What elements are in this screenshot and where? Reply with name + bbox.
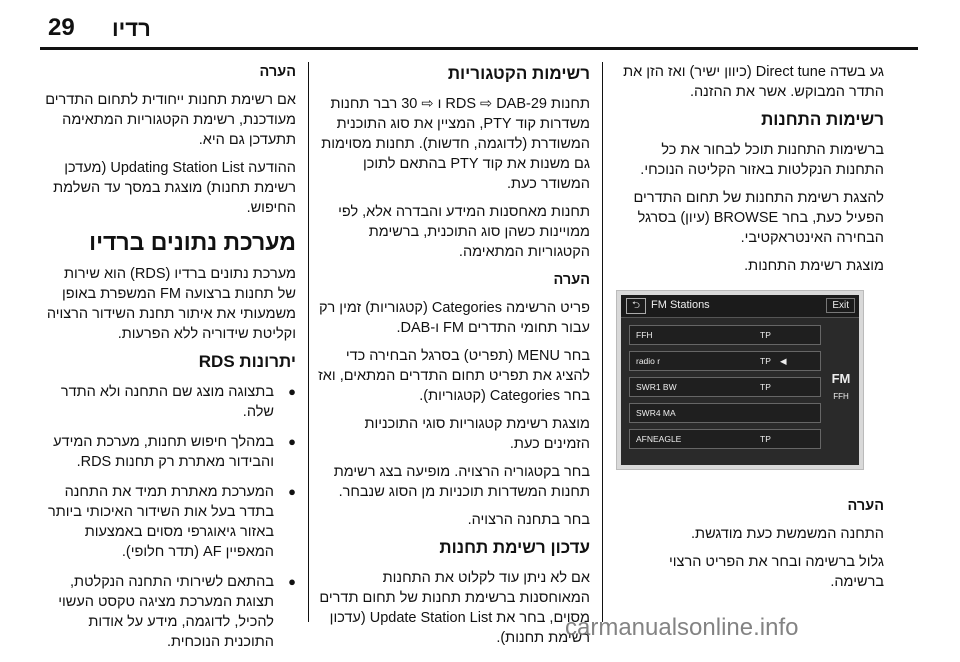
rds-advantages-list xyxy=(44,382,296,652)
speaker-icon: ◀ xyxy=(780,356,787,366)
select-station-text: בחר בתחנה הרצויה. xyxy=(467,512,590,528)
station-row xyxy=(629,377,821,397)
categories-heading: רשימות הקטגוריות xyxy=(447,64,590,83)
header-rule xyxy=(40,47,918,50)
screenshot-title: FM Stations xyxy=(651,299,710,311)
column-divider xyxy=(308,62,309,622)
column-divider xyxy=(602,62,603,622)
rds-heading: מערכת נתונים ברדיו xyxy=(89,229,296,255)
back-icon: ⮌ xyxy=(626,298,646,314)
select-category-text: בחר בקטגוריה הרצויה. מופיעה בצג רשימת תחנות המשדרות תוכניות מן הסוג שנבחר. xyxy=(333,464,590,500)
page-number: 29 xyxy=(48,14,75,41)
stations-store-text: תחנות מאחסנות המידע והבדרה אלא, לפי ממויינות כשהן סוג התוכנית, ברשימת הקטגוריות המתאימה. xyxy=(338,204,590,260)
list-item: ● בתצוגה מוצג שם התחנה ולא התדר שלה. xyxy=(44,382,296,422)
pty-text: תחנות RDS ⇨ DAB-29 ו ⇨ 30 רבר תחנות משדרות קוד PTY, המציין את סוג התוכנית המשודרת (לדוגמה, חדשות). תחנות מסוימות גם משנות את קוד PTY בהתאם לתוכן המשודר כעת. xyxy=(321,96,590,192)
categories-shown-text: מוצגת רשימת קטגוריות סוגי התוכניות הזמינים כעת. xyxy=(364,416,590,452)
update-list-text: אם לא ניתן עוד לקלוט את התחנות המאוחסנות ברשימת תחנות של תחום תדרים מסוים, בחר את Update Station List (עדכון רשימת תחנות). xyxy=(319,570,590,646)
column-middle xyxy=(318,62,590,656)
tp-flag: TP xyxy=(760,356,771,366)
categories-note-text: פריט הרשימה Categories (קטגוריות) זמין רק עבור תחומי התדרים FM ו-DAB. xyxy=(318,300,590,336)
band-label: FM xyxy=(831,371,851,386)
fm-stations-screenshot xyxy=(616,290,864,470)
tp-flag: TP xyxy=(760,330,771,340)
note-text: גלול ברשימה ובחר את הפריט הרצוי ברשימה. xyxy=(669,554,884,590)
station-lists-text: ברשימות התחנות תוכל לבחור את כל התחנות הנקלטות באזור הקליטה הנוכחי. xyxy=(640,142,884,178)
band-indicator xyxy=(825,325,857,457)
rds-advantages-heading: יתרונות RDS xyxy=(198,352,296,371)
column-right xyxy=(616,62,884,284)
station-name: radio r xyxy=(636,356,661,366)
chapter-title: רדיו xyxy=(112,16,151,41)
rds-text: מערכת נתונים ברדיו (RDS) הוא שירות של תחנות ברצועה FM המשפרת באופן משמעותי את איתור תחנת השידור הרצויה וקליטת שידוריה ללא הפרעות. xyxy=(46,266,296,342)
list-shown-text: מוצגת רשימת התחנות. xyxy=(744,258,884,274)
station-name: SWR1 BW xyxy=(636,382,677,392)
column-right-notes xyxy=(616,496,884,600)
note-text: התחנה המשמשת כעת מודגשת. xyxy=(691,526,884,542)
list-item: ● המערכת מאתרת תמיד את התחנה בתדר בעל אות השידור האיכותי ביותר באזור גיאוגרפי מסוים באמצעות המאפיין AF (תדר חלופי). xyxy=(44,482,296,562)
note-heading: הערה xyxy=(553,272,590,288)
direct-tune-text: גע בשדה Direct tune (כיוון ישיר) ואז הזן את התדר המבוקש. אשר את ההזנה. xyxy=(623,64,884,100)
tp-flag: TP xyxy=(760,434,771,444)
exit-button: Exit xyxy=(826,298,855,313)
list-item: ● בהתאם לשירותי התחנה הנקלטת, תצוגת המערכת מציגה טקסט העשוי להכיל, לדוגמה, מידע על אודות התוכנית הנוכחית. xyxy=(44,572,296,652)
menu-instruction-text: בחר MENU (תפריט) בסרגל הבחירה כדי להציג את תפריט תחום התדרים המתאים, ואז בחר Categories (קטגוריות). xyxy=(318,348,590,404)
current-station-label: FFH xyxy=(833,392,849,401)
station-lists-heading: רשימות התחנות xyxy=(761,110,884,129)
note-text: אם רשימת תחנות ייחודית לתחום התדרים מעודכנת, רשימת הקטגוריות המתאימה תתעדכן גם היא. xyxy=(45,92,296,148)
station-row xyxy=(629,351,821,371)
screenshot-title-bar xyxy=(621,295,859,318)
updating-list-text: ההודעה Updating Station List (מעדכן רשימת תחנות) מוצגת במסך עד השלמת החיפוש. xyxy=(53,160,296,216)
tp-flag: TP xyxy=(760,382,771,392)
page-header xyxy=(0,0,960,48)
station-name: SWR4 MA xyxy=(636,408,676,418)
list-item: ● במהלך חיפוש תחנות, מערכת המידע והבידור מאתרת רק תחנות RDS. xyxy=(44,432,296,472)
watermark: carmanualsonline.info xyxy=(565,614,799,641)
note-heading: הערה xyxy=(259,64,296,80)
column-left xyxy=(44,62,296,662)
station-name: FFH xyxy=(636,330,653,340)
station-name: AFNEAGLE xyxy=(636,434,682,444)
station-row xyxy=(629,429,821,449)
station-row xyxy=(629,403,821,423)
station-row xyxy=(629,325,821,345)
update-list-heading: עדכון רשימת תחנות xyxy=(439,538,590,557)
note-heading: הערה xyxy=(847,498,884,514)
browse-text: להצגת רשימת התחנות של תחום התדרים הפעיל כעת, בחר BROWSE (עיון) בסרגל הבחירה האינטראקטיבי. xyxy=(633,190,884,246)
